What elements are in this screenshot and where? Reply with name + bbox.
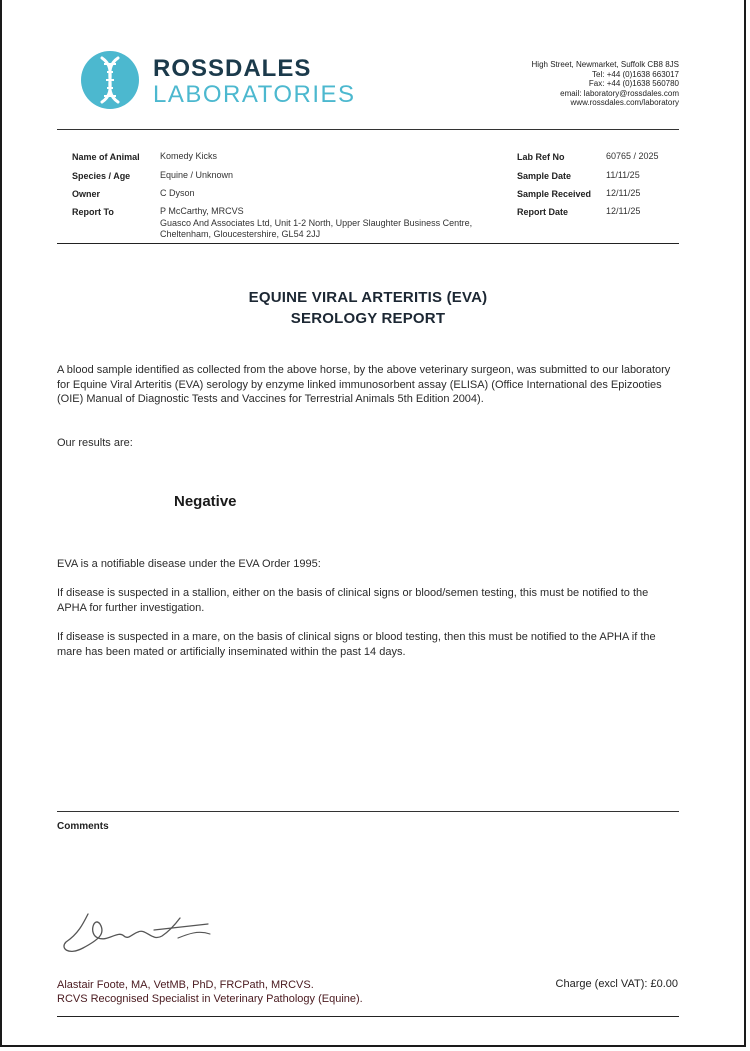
details-divider — [57, 243, 679, 244]
report-to-value — [160, 206, 520, 241]
contact-block — [419, 60, 679, 108]
intro-paragraph: A blood sample identified as collected from the above horse, by the above veterinary surgeon, was submitted to our laboratory for Equine Viral Arteritis (EVA) serology by enzyme linked immunosorbent assay (ELISA) (Office International des Epizooties (OIE) Manual of Diagnostic Tests and Vaccines for Terrestrial Animals 5th Edition 2004). — [57, 364, 671, 405]
comments-divider — [57, 811, 679, 812]
species-age-value: Equine / Unknown — [160, 170, 234, 180]
signatory-block — [57, 978, 363, 1006]
result-value: Negative — [174, 493, 237, 510]
website[interactable]: www.rossdales.com/laboratory — [570, 98, 679, 108]
email[interactable]: email: laboratory@rossdales.com — [560, 88, 679, 98]
lab-ref-value: 60765 / 2025 — [606, 151, 659, 161]
report-date-label: Report Date — [517, 207, 569, 217]
comments-label: Comments — [57, 821, 109, 832]
signature-image — [58, 904, 218, 964]
report-to-line: Cheltenham, Gloucestershire, GL54 2JJ — [160, 229, 321, 239]
charge-amount: Charge (excl VAT): £0.00 — [555, 978, 678, 990]
animal-name-label: Name of Animal — [72, 152, 140, 162]
address: High Street, Newmarket, Suffolk CB8 8JS — [531, 60, 679, 69]
header-divider — [57, 129, 679, 130]
mare-paragraph: If disease is suspected in a mare, on the basis of clinical signs or blood testing, then this must be notified to the APHA if the mare has been mated or artificially inseminated within the past 14 days. — [57, 631, 656, 658]
signatory-name: Alastair Foote, MA, VetMB, PhD, FRCPath, MRCVS. — [57, 979, 314, 991]
notifiable-notice: EVA is a notifiable disease under the EVA Order 1995: — [57, 558, 321, 570]
signatory-title: RCVS Recognised Specialist in Veterinary Pathology (Equine). — [57, 993, 363, 1005]
sample-received-label: Sample Received — [517, 189, 592, 199]
results-intro: Our results are: — [57, 437, 133, 449]
brand-subtitle: LABORATORIES — [153, 81, 356, 108]
dna-logo-icon — [80, 50, 140, 110]
report-to-label: Report To — [72, 207, 114, 217]
brand-name: ROSSDALES — [153, 55, 312, 82]
report-to-line: Guasco And Associates Ltd, Unit 1-2 North, Upper Slaughter Business Centre, — [160, 217, 473, 228]
report-subtitle: SEROLOGY REPORT — [290, 310, 446, 327]
report-title: EQUINE VIRAL ARTERITIS (EVA) — [248, 289, 488, 306]
owner-value: C Dyson — [160, 188, 195, 198]
report-date-value: 12/11/25 — [606, 206, 641, 216]
fax: Fax: +44 (0)1638 560780 — [588, 79, 679, 89]
sample-date-value: 11/11/25 — [606, 170, 640, 180]
stallion-paragraph: If disease is suspected in a stallion, either on the basis of clinical signs or blood/semen testing, this must be notified to the APHA for further investigation. — [57, 587, 649, 614]
species-age-label: Species / Age — [72, 171, 131, 181]
lab-ref-label: Lab Ref No — [517, 152, 565, 162]
sample-received-value: 12/11/25 — [606, 188, 641, 198]
sample-date-label: Sample Date — [517, 171, 572, 181]
telephone: Tel: +44 (0)1638 663017 — [592, 69, 679, 79]
animal-name-value: Komedy Kicks — [160, 151, 218, 161]
footer-divider — [57, 1016, 679, 1017]
report-to-line: P McCarthy, MRCVS — [160, 206, 244, 216]
owner-label: Owner — [72, 189, 101, 199]
